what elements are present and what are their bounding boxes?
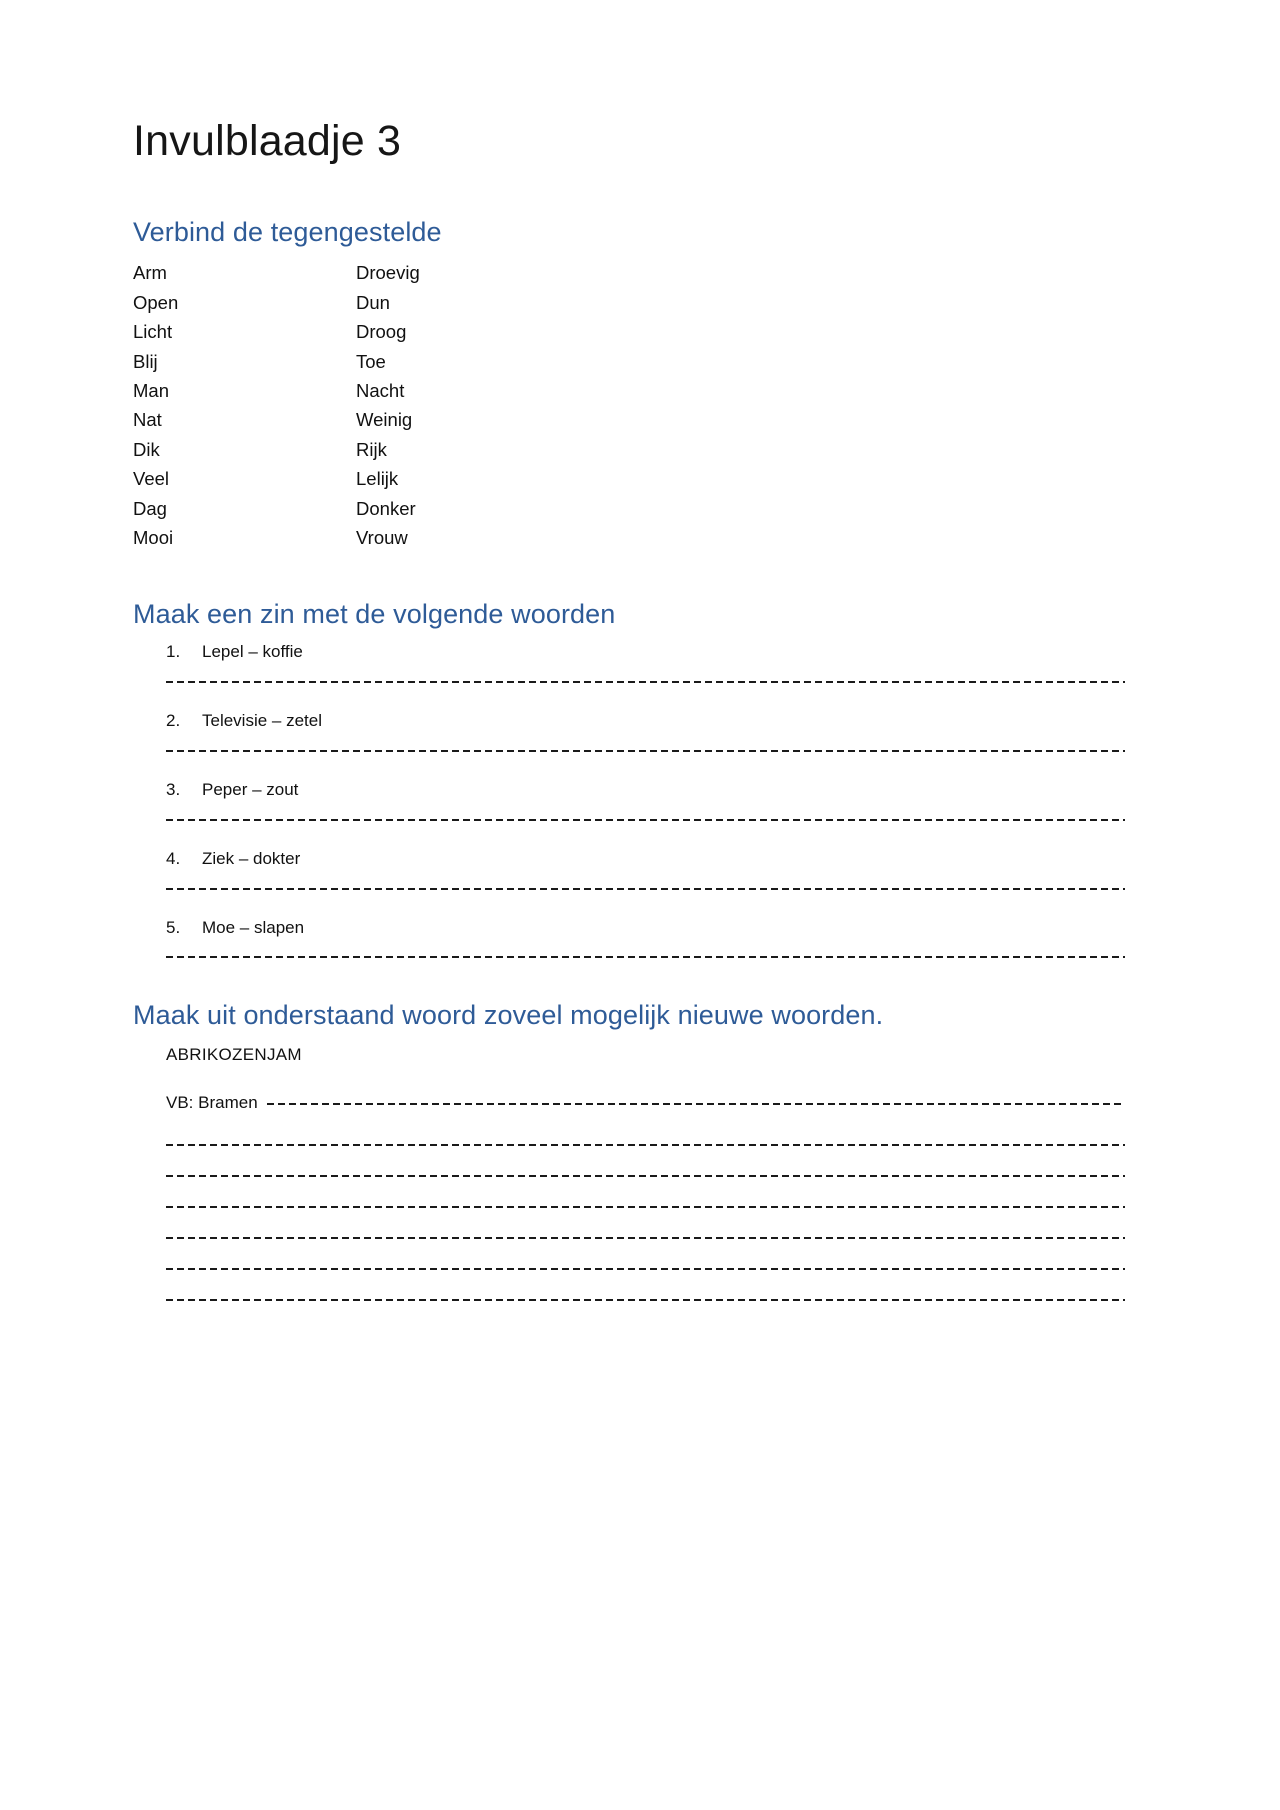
list-number: 1. [166, 642, 181, 662]
section-opposites [133, 217, 1125, 552]
word-right[interactable]: Weinig [356, 409, 413, 431]
word-pair-row [133, 494, 1125, 523]
word-pair-row [133, 523, 1125, 552]
answer-writing-line[interactable] [166, 888, 1125, 890]
word-left[interactable]: Veel [133, 468, 170, 490]
answer-writing-line[interactable] [166, 1299, 1125, 1301]
word-right[interactable]: Dun [356, 291, 390, 313]
sentence-prompt-line [133, 778, 1125, 802]
word-right[interactable]: Donker [356, 497, 416, 519]
blank-answer-lines [133, 1144, 1125, 1301]
answer-writing-line[interactable] [166, 750, 1125, 752]
answer-writing-line[interactable] [166, 819, 1125, 821]
answer-writing-line[interactable] [166, 1206, 1125, 1208]
word-left[interactable]: Blij [133, 350, 158, 372]
answer-writing-line[interactable] [166, 681, 1125, 683]
answer-writing-line[interactable] [166, 1144, 1125, 1146]
answer-writing-line[interactable] [166, 956, 1125, 958]
word-left[interactable]: Arm [133, 262, 167, 284]
word-left[interactable]: Mooi [133, 527, 174, 548]
word-pair-row [133, 317, 1125, 346]
sentence-exercise-item [133, 916, 1125, 959]
answer-writing-line[interactable] [166, 1175, 1125, 1177]
section-sentences [133, 599, 1125, 958]
sentence-exercise-item [133, 847, 1125, 890]
word-pair-row [133, 347, 1125, 376]
word-right[interactable]: Vrouw [356, 527, 408, 548]
word-left[interactable]: Licht [133, 321, 173, 343]
word-left[interactable]: Dik [133, 438, 160, 460]
word-pair-row [133, 258, 1125, 287]
word-pair-row [133, 405, 1125, 434]
sentence-exercise-item [133, 778, 1125, 821]
word-pair-row [133, 464, 1125, 493]
opposites-word-list [133, 258, 1125, 552]
sentence-prompt-text: Ziek – dokter [202, 848, 301, 868]
word-right[interactable]: Nacht [356, 379, 405, 401]
sentence-prompt-line [133, 640, 1125, 664]
word-left[interactable]: Open [133, 291, 179, 313]
word-left[interactable]: Dag [133, 497, 167, 519]
example-answer-writing-line[interactable] [267, 1103, 1125, 1105]
word-right[interactable]: Droevig [356, 262, 420, 284]
list-number: 5. [166, 917, 181, 937]
word-right[interactable]: Droog [356, 321, 407, 343]
sentence-prompt-line [133, 916, 1125, 940]
sentence-exercise-item [133, 709, 1125, 752]
answer-writing-line[interactable] [166, 1237, 1125, 1239]
word-left[interactable]: Man [133, 379, 169, 401]
word-right[interactable]: Lelijk [356, 468, 399, 490]
source-word: ABRIKOZENJAM [166, 1045, 302, 1065]
answer-writing-line[interactable] [166, 1268, 1125, 1270]
list-number: 2. [166, 711, 181, 731]
word-right[interactable]: Toe [356, 350, 386, 372]
list-number: 3. [166, 780, 181, 800]
page-title: Invulblaadje 3 [133, 117, 402, 165]
sentence-prompt-text: Lepel – koffie [202, 642, 303, 662]
word-left[interactable]: Nat [133, 409, 162, 431]
sentence-prompt-text: Peper – zout [202, 780, 299, 800]
sentence-exercise-list [133, 640, 1125, 958]
section-heading-opposites: Verbind de tegengestelde [133, 217, 442, 248]
section-heading-wordbuilding: Maak uit onderstaand woord zoveel mogelijk nieuwe woorden. [133, 1000, 884, 1031]
word-right[interactable]: Rijk [356, 438, 387, 460]
word-pair-row [133, 435, 1125, 464]
sentence-prompt-text: Televisie – zetel [202, 711, 323, 731]
list-number: 4. [166, 848, 181, 868]
example-answer-row [166, 1091, 1125, 1115]
word-pair-row [133, 288, 1125, 317]
example-answer-label: VB: Bramen [166, 1093, 258, 1113]
section-heading-sentences: Maak een zin met de volgende woorden [133, 599, 616, 630]
sentence-prompt-text: Moe – slapen [202, 917, 305, 937]
sentence-prompt-line [133, 709, 1125, 733]
word-pair-row [133, 376, 1125, 405]
section-wordbuilding [133, 1000, 1125, 1301]
sentence-prompt-line [133, 847, 1125, 871]
sentence-exercise-item [133, 640, 1125, 683]
